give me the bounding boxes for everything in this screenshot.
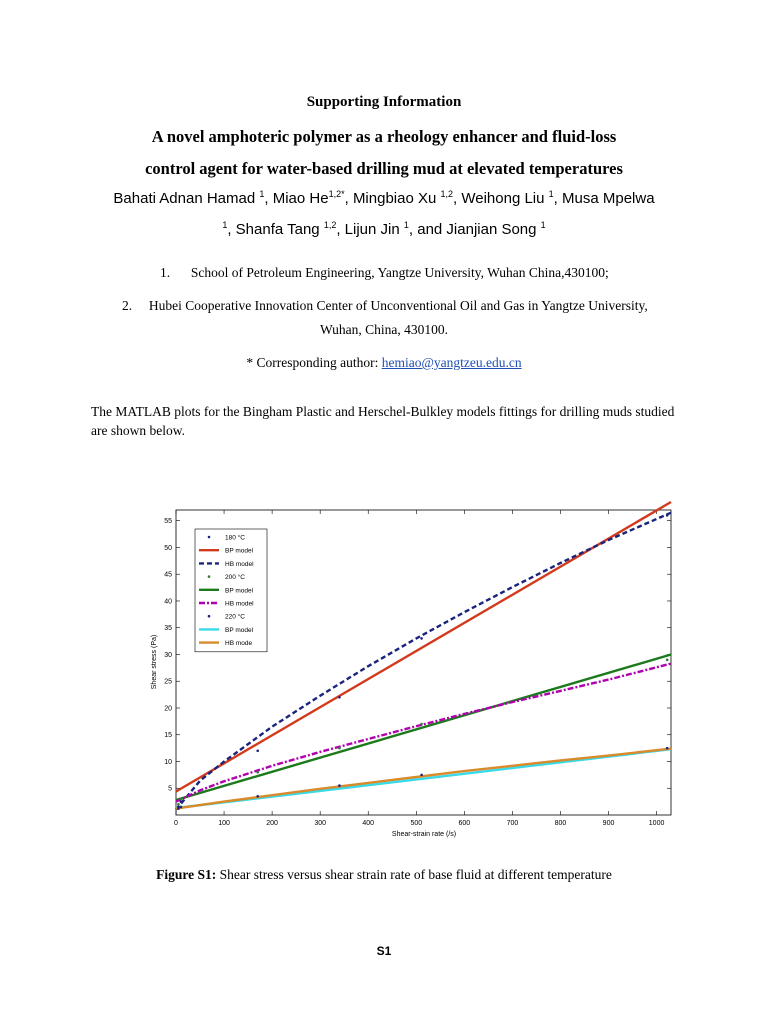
x-tick-label: 600 — [458, 820, 471, 827]
author-separator: , — [336, 221, 345, 238]
author-affiliation-sup: 1,2 — [440, 189, 454, 199]
supporting-info-label: Supporting Information — [306, 94, 462, 110]
series-point — [177, 807, 180, 810]
x-tick-label: 800 — [554, 820, 567, 827]
author-list-line2 — [0, 221, 768, 238]
series-point — [338, 696, 341, 699]
author-name: Miao He — [272, 190, 329, 207]
legend-label: BP model — [225, 626, 254, 634]
legend-marker-swatch — [208, 575, 211, 578]
y-tick-label: 55 — [164, 518, 172, 526]
series-point — [666, 747, 669, 750]
y-tick-label: 50 — [164, 544, 172, 552]
author-affiliation-sup: 1 — [222, 220, 228, 230]
y-axis-label: Shear stress (Pa) — [151, 634, 158, 690]
y-tick-label: 30 — [164, 651, 172, 659]
x-tick-label: 500 — [410, 820, 423, 827]
shear-stress-chart — [134, 500, 684, 845]
author-name: Jianjian Song — [446, 221, 541, 238]
legend-label: BP model — [225, 547, 254, 555]
x-axis-label: Shear-strain rate (/s) — [391, 831, 457, 838]
figure-caption — [0, 867, 768, 883]
legend-label: 220 °C — [225, 613, 245, 621]
legend-label: 180 °C — [225, 534, 245, 542]
series-point — [180, 806, 183, 809]
author-affiliation-sup: 1 — [548, 189, 554, 199]
author-separator: , — [264, 190, 273, 207]
corresponding-email-link[interactable]: hemiao@yangtzeu.edu.cn — [381, 355, 522, 370]
legend-marker-swatch — [208, 615, 211, 618]
author-affiliation-sup: 1 — [540, 220, 546, 230]
figure-caption-text: Shear stress versus shear strain rate of base fluid at different temperature — [216, 867, 612, 882]
series-point — [420, 774, 423, 777]
x-tick-label: 0 — [174, 820, 178, 827]
legend-label: HB mode — [225, 640, 253, 648]
series-point — [180, 798, 183, 801]
paper-title-line2: control agent for water-based drilling mud at elevated temperatures — [145, 159, 623, 178]
y-tick-label: 25 — [164, 678, 172, 686]
legend-label: BP model — [225, 587, 254, 595]
affiliation-2-number: 2. — [122, 298, 133, 313]
series-point — [338, 747, 341, 750]
author-name: Mingbiao Xu — [352, 190, 441, 207]
affiliation-1-text: School of Petroleum Engineering, Yangtze University, Wuhan China,430100; — [190, 265, 609, 280]
y-tick-label: 5 — [168, 785, 172, 793]
author-affiliation-sup: 1,2* — [328, 189, 345, 199]
author-name: Bahati Adnan Hamad — [113, 190, 260, 207]
affiliation-2-text-b: Wuhan, China, 430100. — [319, 322, 449, 337]
figure-caption-label: Figure S1: — [156, 867, 217, 882]
affiliation-1-number: 1. — [160, 265, 171, 280]
legend-label: HB model — [225, 560, 254, 568]
legend-label: 200 °C — [225, 574, 245, 582]
page-number: S1 — [376, 944, 392, 958]
affiliation-2-text-a: Hubei Cooperative Innovation Center of Unconventional Oil and Gas in Yangtze University, — [148, 298, 648, 313]
paper-title-line1: A novel amphoteric polymer as a rheology enhancer and fluid-loss — [151, 127, 617, 146]
series-point — [256, 749, 259, 752]
x-tick-label: 400 — [362, 820, 375, 827]
author-affiliation-sup: 1 — [403, 220, 409, 230]
series-point — [420, 723, 423, 726]
y-tick-label: 10 — [164, 758, 172, 766]
y-tick-label: 45 — [164, 571, 172, 579]
y-tick-label: 20 — [164, 705, 172, 713]
author-separator: , and — [408, 221, 447, 238]
author-separator: , — [227, 221, 236, 238]
x-tick-label: 700 — [506, 820, 519, 827]
x-tick-label: 300 — [314, 820, 327, 827]
legend-label: HB model — [225, 600, 254, 608]
y-tick-label: 40 — [164, 598, 172, 606]
series-point — [666, 659, 669, 662]
series-point — [180, 800, 183, 803]
author-separator: , — [344, 190, 353, 207]
author-name: Musa Mpelwa — [562, 190, 655, 207]
author-list-line1 — [0, 190, 768, 207]
author-affiliation-sup: 1 — [259, 189, 265, 199]
author-name: Lijun Jin — [344, 221, 404, 238]
author-separator: , — [553, 190, 563, 207]
author-name: Shanfa Tang — [235, 221, 324, 238]
author-name: Weihong Liu — [461, 190, 549, 207]
author-separator: , — [453, 190, 462, 207]
x-tick-label: 900 — [602, 820, 615, 827]
y-tick-label: 15 — [164, 732, 172, 740]
x-tick-label: 100 — [218, 820, 230, 827]
series-point — [256, 771, 259, 774]
y-tick-label: 35 — [164, 625, 172, 633]
x-tick-label: 1000 — [648, 820, 665, 827]
x-tick-label: 200 — [266, 820, 278, 827]
series-point — [256, 795, 259, 798]
legend-marker-swatch — [208, 536, 211, 539]
author-affiliation-sup: 1,2 — [323, 220, 337, 230]
series-point — [666, 514, 669, 517]
intro-paragraph: The MATLAB plots for the Bingham Plastic and Herschel-Bulkley models fittings for drilling muds studied are shown below. — [91, 404, 675, 438]
affiliation-1 — [160, 265, 609, 281]
series-point — [177, 803, 180, 806]
series-point — [420, 637, 423, 640]
corresponding-author — [0, 355, 768, 371]
series-point — [338, 784, 341, 787]
corresponding-label: * Corresponding author: — [246, 355, 382, 370]
affiliation-2 — [122, 298, 648, 314]
